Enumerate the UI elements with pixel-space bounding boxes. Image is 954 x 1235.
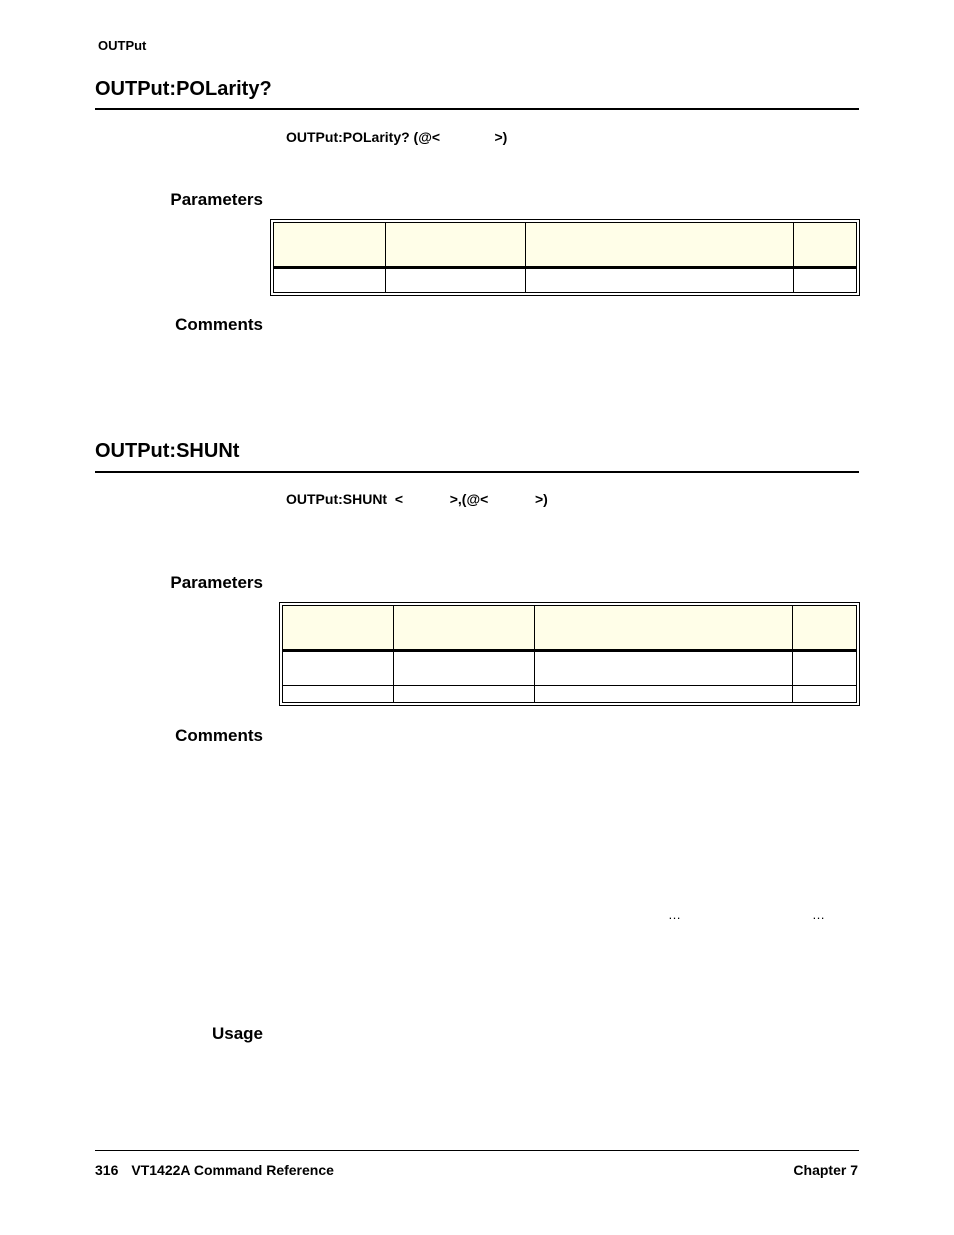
table-cell (793, 651, 857, 686)
parameters-heading-polarity: Parameters (170, 190, 263, 209)
table-row (274, 268, 857, 293)
ellipsis-2: … (812, 907, 825, 922)
table-row (283, 651, 857, 686)
footer-rule (95, 1150, 859, 1151)
table-header-row (283, 606, 857, 651)
table-header-cell (394, 606, 535, 651)
section-rule-shunt (95, 471, 859, 473)
table-header-cell (386, 223, 526, 268)
table-header-cell (526, 223, 794, 268)
table-header-cell (535, 606, 793, 651)
section-title-polarity: OUTPut:POLarity? (95, 78, 272, 100)
footer-chapter: Chapter 7 (793, 1162, 858, 1178)
page-number: 316 (95, 1162, 119, 1178)
section-rule-polarity (95, 108, 859, 110)
footer-left (95, 1162, 334, 1178)
ellipsis-1: … (668, 907, 681, 922)
syntax-polarity: OUTPut:POLarity? (@< >) (286, 129, 508, 145)
table-header-cell (793, 606, 857, 651)
table-cell (274, 268, 386, 293)
table-cell (283, 685, 394, 702)
comments-heading-polarity: Comments (175, 315, 263, 334)
book-title: VT1422A Command Reference (131, 1162, 334, 1178)
section-title-shunt: OUTPut:SHUNt (95, 440, 240, 462)
table-header-cell (283, 606, 394, 651)
comments-heading-shunt: Comments (175, 726, 263, 745)
table-header-cell (794, 223, 857, 268)
table-cell (394, 685, 535, 702)
table-row (283, 685, 857, 702)
table-cell (526, 268, 794, 293)
table-cell (283, 651, 394, 686)
table-cell (386, 268, 526, 293)
table-cell (794, 268, 857, 293)
table-cell (394, 651, 535, 686)
parameters-table-polarity (270, 219, 860, 296)
table-cell (535, 651, 793, 686)
table-header-cell (274, 223, 386, 268)
parameters-table-shunt (279, 602, 860, 706)
running-head: OUTPut (98, 38, 147, 53)
syntax-shunt: OUTPut:SHUNt < >,(@< >) (286, 491, 548, 507)
parameters-heading-shunt: Parameters (170, 573, 263, 592)
table-cell (535, 685, 793, 702)
table-header-row (274, 223, 857, 268)
table-cell (793, 685, 857, 702)
usage-heading-shunt: Usage (211, 1024, 263, 1043)
